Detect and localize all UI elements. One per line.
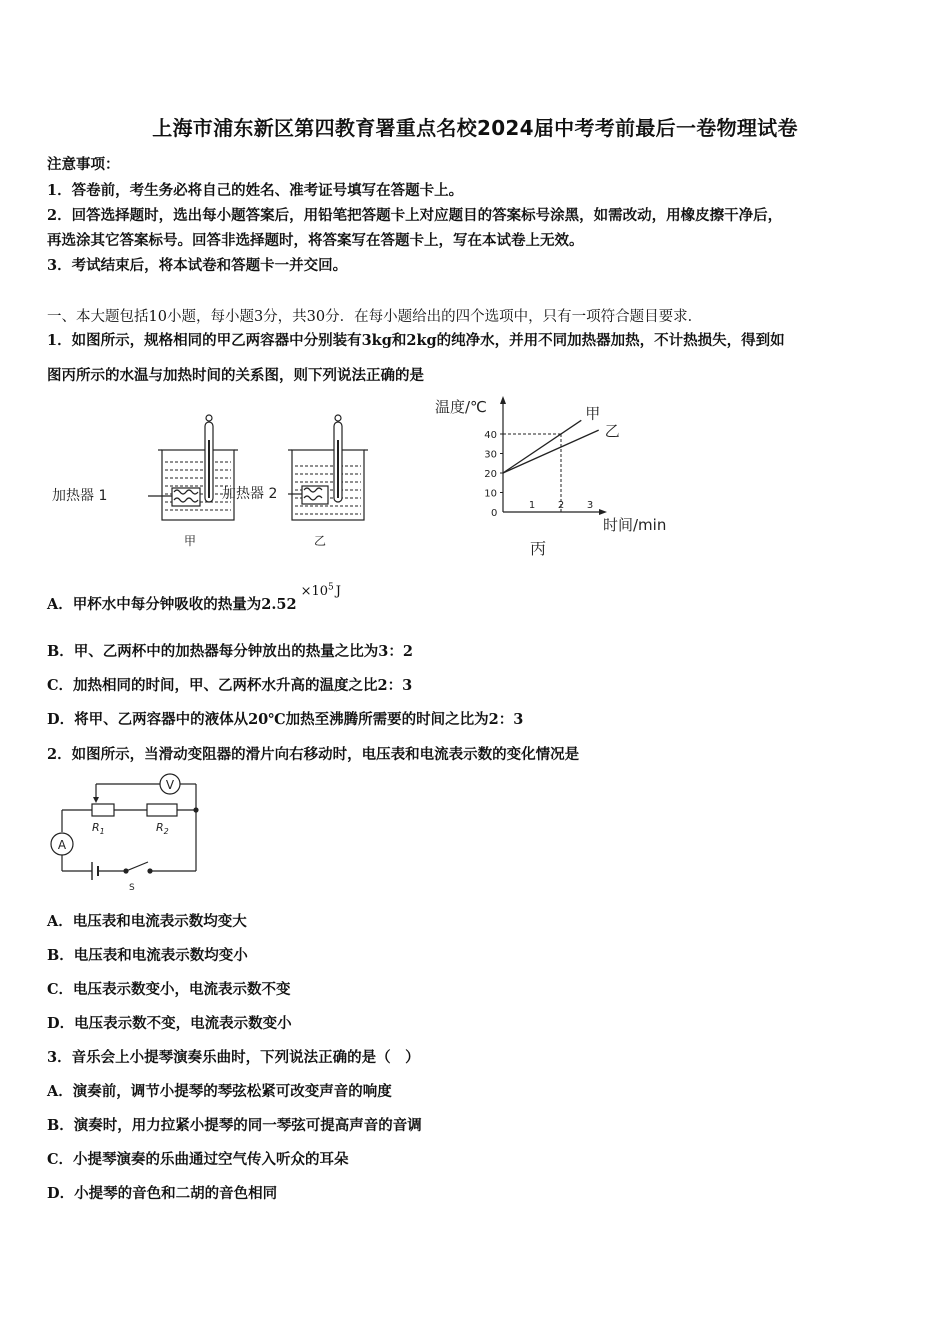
x-tick-label: 2 xyxy=(557,500,565,511)
heater2-label: 加热器 2 xyxy=(222,486,278,502)
switch-lever xyxy=(126,862,148,871)
section-heading: 一、本大题包括10小题，每小题3分，共30分．在每小题给出的四个选项中，只有一项符合题目要求． xyxy=(47,309,703,325)
resistor-r1 xyxy=(92,804,114,816)
series-line-yi xyxy=(503,430,599,473)
series-label-yi: 乙 xyxy=(604,422,620,441)
x-tick-label: 1 xyxy=(528,500,536,511)
r1-label: $R_1$ xyxy=(92,821,105,836)
q2-circuit-figure xyxy=(40,768,220,893)
q1-temperature-graph xyxy=(425,390,685,560)
q3-option-a[interactable]: A．演奏前，调节小提琴的琴弦松紧可改变声音的响度 xyxy=(47,1083,392,1100)
notice-heading: 注意事项： xyxy=(47,156,120,173)
x-tick-label: 3 xyxy=(586,500,594,511)
notice-item: 1．答卷前，考生务必将自己的姓名、准考证号填写在答题卡上。 xyxy=(47,182,464,199)
y-axis-label: 温度/℃ xyxy=(435,398,487,416)
ammeter-label: A xyxy=(57,838,67,852)
graph-caption: 丙 xyxy=(529,539,547,558)
series-line-jia xyxy=(503,420,581,473)
origin-label: 0 xyxy=(491,508,498,519)
q2-option-a[interactable]: A．电压表和电流表示数均变大 xyxy=(47,913,247,930)
q1-option-b[interactable]: B．甲、乙两杯中的加热器每分钟放出的热量之比为3：2 xyxy=(47,643,413,660)
q3-option-d[interactable]: D．小提琴的音色和二胡的音色相同 xyxy=(47,1185,278,1202)
q1-option-c[interactable]: C．加热相同的时间，甲、乙两杯水升高的温度之比2：3 xyxy=(47,677,413,694)
voltmeter-label: V xyxy=(165,778,175,792)
notice-item: 2．回答选择题时，选出每小题答案后，用铅笔把答题卡上对应题目的答案标号涂黑，如需改动，用橡皮擦干净后， xyxy=(47,207,783,224)
y-tick-label: 10 xyxy=(484,488,497,500)
x-axis-label: 时间/min xyxy=(603,516,667,534)
cup2-caption: 乙 xyxy=(313,534,327,548)
y-tick-label: 40 xyxy=(484,430,497,441)
q3-option-c[interactable]: C．小提琴演奏的乐曲通过空气传入听众的耳朵 xyxy=(47,1151,349,1168)
q1-option-a-sci: $\times 10^5$ J xyxy=(300,582,341,599)
q3-stem: 3．音乐会上小提琴演奏乐曲时，下列说法正确的是（ ） xyxy=(47,1049,420,1066)
q2-option-b[interactable]: B．电压表和电流表示数均变小 xyxy=(47,947,248,964)
q2-stem: 2．如图所示，当滑动变阻器的滑片向右移动时，电压表和电流表示数的变化情况是 xyxy=(47,746,580,763)
q2-option-c[interactable]: C．电压表示数变小，电流表示数不变 xyxy=(47,981,291,998)
notice-item: 再选涂其它答案标号。回答非选择题时，将答案写在答题卡上，写在本试卷上无效。 xyxy=(47,232,584,249)
page-title: 上海市浦东新区第四教育署重点名校2024届中考考前最后一卷物理试卷 xyxy=(152,116,798,140)
q1-option-a[interactable] xyxy=(47,582,341,614)
resistor-r2 xyxy=(147,804,177,816)
y-tick-label: 20 xyxy=(484,469,497,480)
y-tick-label: 30 xyxy=(484,449,497,461)
x-axis-arrow xyxy=(599,509,607,515)
q1-beakers-figure xyxy=(40,400,380,560)
beaker-jia xyxy=(148,415,238,520)
heater1-label: 加热器 1 xyxy=(52,488,108,504)
cup1-caption: 甲 xyxy=(183,534,197,548)
q1-stem-line2: 图丙所示的水温与加热时间的关系图，则下列说法正确的是 xyxy=(47,367,424,384)
q1-option-d[interactable]: D．将甲、乙两容器中的液体从20℃加热至沸腾所需要的时间之比为2：3 xyxy=(47,711,524,728)
y-axis-arrow xyxy=(500,396,506,404)
series-label-jia: 甲 xyxy=(585,404,601,423)
r2-label: $R_2$ xyxy=(156,821,169,836)
q3-option-b[interactable]: B．演奏时，用力拉紧小提琴的同一琴弦可提高声音的音调 xyxy=(47,1117,422,1134)
q2-option-d[interactable]: D．电压表示数不变，电流表示数变小 xyxy=(47,1015,292,1032)
switch-label: S xyxy=(129,883,135,893)
q1-stem-line1: 1．如图所示，规格相同的甲乙两容器中分别装有3kg和2kg的纯净水，并用不同加热器加热，不计热损失，得到如 xyxy=(47,332,785,349)
beaker-yi xyxy=(288,415,368,520)
notice-item: 3．考试结束后，将本试卷和答题卡一并交回。 xyxy=(47,257,348,274)
slider-arrow-icon xyxy=(93,797,99,803)
q1-option-a-text: A．甲杯水中每分钟吸收的热量为2.52 xyxy=(47,596,297,613)
